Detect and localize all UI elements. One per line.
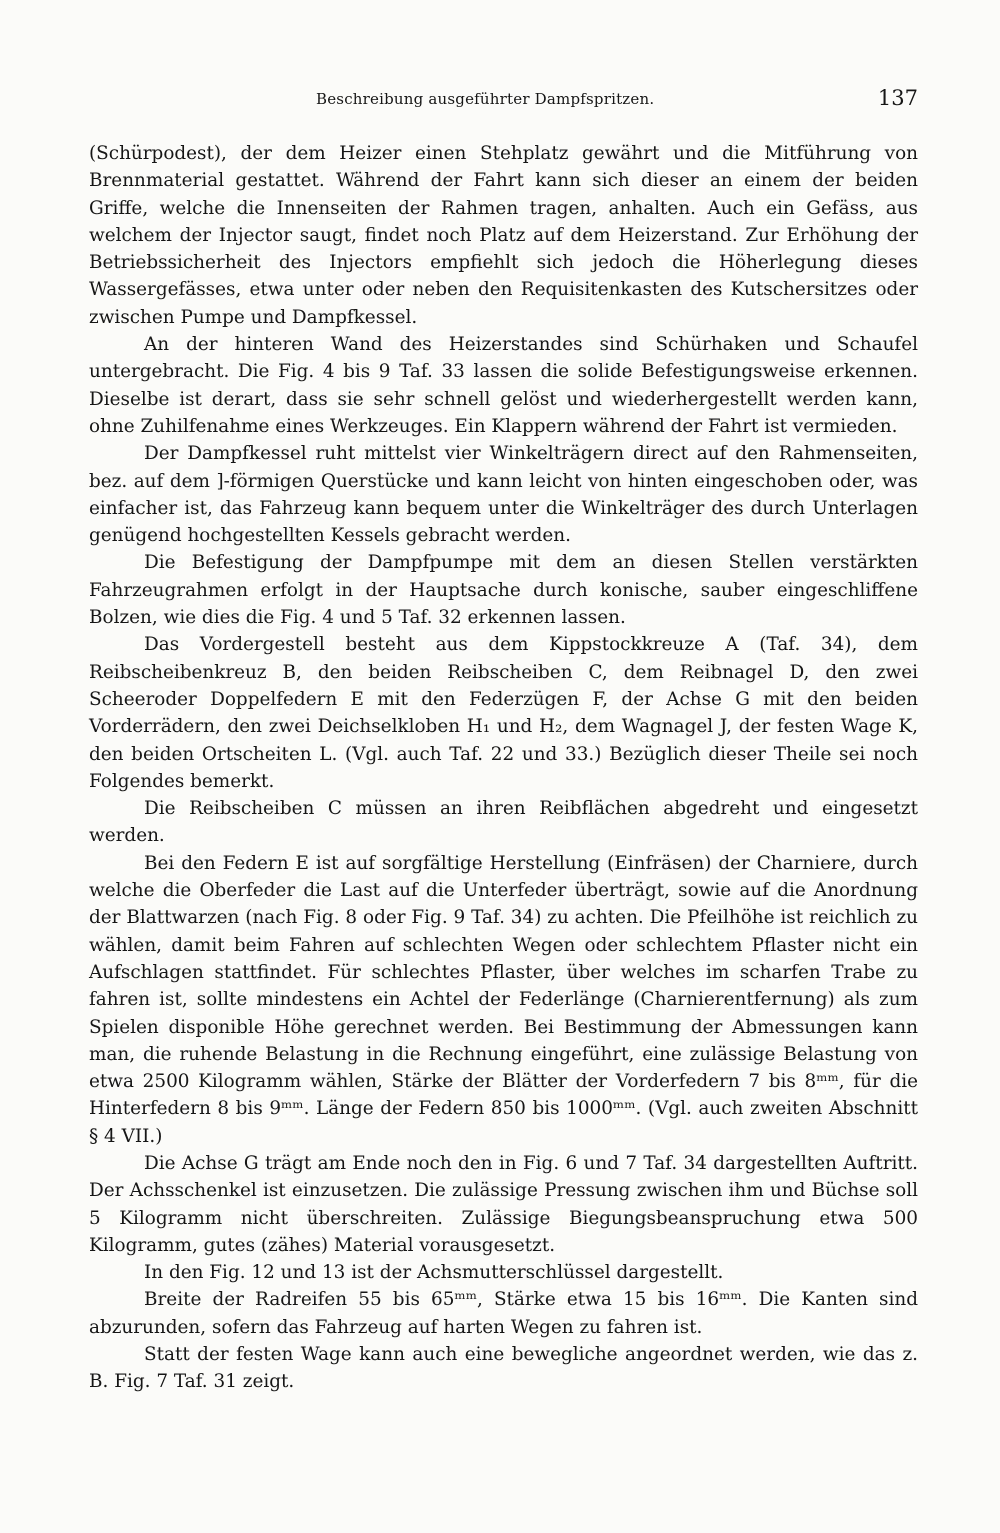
paragraph-achse: Die Achse G trägt am Ende noch den in Fig. 6 und 7 Taf. 34 dargestellten Auftritt. Der Achsschenkel ist einzusetzen. Die zulässige Pressung zwischen ihm und Büchse soll 5 Kilogramm nicht überschreiten. Zulässige Biegungsbeanspruchung etwa 500 Kilogramm, gutes (zähes) Material vorausgesetzt.: [89, 1152, 918, 1256]
paragraph-federn: Bei den Federn E ist auf sorgfältige Herstellung (Einfräsen) der Charniere, durch welche die Oberfeder die Last auf die Unterfeder überträgt, sowie auf die Anordnung der Blattwarzen (nach Fig. 8 oder Fig. 9 Taf. 34) zu achten. Die Pfeilhöhe ist reichlich zu wählen, damit beim Fahren auf schlechten Wegen oder schlechtem Pflaster nicht ein Aufschlagen stattfindet. Für schlechtes Pflaster, über welches im scharfen Trabe zu fahren ist, sollte mindestens ein Achtel der Federlänge (Charnierentfernung) als zum Spielen disponible Höhe gerechnet werden. Bei Bestimmung der Abmessungen kann man, die ruhende Belastung in die Rechnung eingeführt, eine zulässige Belastung von etwa 2500 Kilogramm wählen, Stärke der Blätter der Vorderfedern 7 bis 8ᵐᵐ, für die Hinterfedern 8 bis 9ᵐᵐ. Länge der Federn 850 bis 1000ᵐᵐ. (Vgl. auch zweiten Abschnitt § 4 VII.): [89, 852, 918, 1147]
page-number: 137: [877, 86, 918, 110]
paragraph-reibscheiben: Die Reibscheiben C müssen an ihren Reibflächen abgedreht und eingesetzt werden.: [89, 798, 918, 847]
running-head: [89, 88, 918, 116]
paragraph-heizerstand-wand: An der hinteren Wand des Heizerstandes sind Schürhaken und Schaufel untergebracht. Die Fig. 4 bis 9 Taf. 33 lassen die solide Befestigungsweise erkennen. Dieselbe ist derart, dass sie sehr schnell gelöst und wiederhergestellt werden kann, ohne Zuhilfenahme eines Werkzeuges. Ein Klappern während der Fahrt ist vermieden.: [89, 334, 918, 437]
running-head-title: Beschreibung ausgeführter Dampfspritzen.: [316, 90, 655, 108]
paragraph-achsmutterschluessel: In den Fig. 12 und 13 ist der Achsmutterschlüssel dargestellt.: [144, 1262, 724, 1284]
paragraph-vordergestell: Das Vordergestell besteht aus dem Kippstockkreuze A (Taf. 34), dem Reibscheibenkreuz B, den beiden Reibscheiben C, dem Reibnagel D, den zwei Scheeroder Doppelfedern E mit den Federzügen F, der Achse G mit den beiden Vorderrädern, den zwei Deichselkloben H₁ und H₂, dem Wagnagel J, der festen Wage K, den beiden Ortscheiten L. (Vgl. auch Taf. 22 und 33.) Bezüglich dieser Theile sei noch Folgendes bemerkt.: [89, 634, 918, 792]
paragraph-schuerpodest: (Schürpodest), der dem Heizer einen Stehplatz gewährt und die Mitführung von Brennmaterial gestattet. Während der Fahrt kann sich dieser an einem der beiden Griffe, welche die Innenseiten der Rahmen tragen, anhalten. Auch ein Gefäss, aus welchem der Injector saugt, findet noch Platz auf dem Heizerstand. Zur Erhöhung der Betriebssicherheit des Injectors empfiehlt sich jedoch die Höherlegung dieses Wassergefässes, etwa unter oder neben den Requisitenkasten des Kutschersitzes oder zwischen Pumpe und Dampfkessel.: [89, 143, 918, 328]
body-text: [89, 140, 918, 1396]
paragraph-dampfkessel: Der Dampfkessel ruht mittelst vier Winkelträgern direct auf den Rahmenseiten, bez. auf dem ]-förmigen Querstücke und kann leicht von hinten eingeschoben oder, was einfacher ist, das Fahrzeug kann bequem unter die Winkelträger des durch Unterlagen genügend hochgestellten Kessels gebracht werden.: [89, 443, 918, 547]
paragraph-dampfpumpe: Die Befestigung der Dampfpumpe mit dem an diesen Stellen verstärkten Fahrzeugrahmen erfolgt in der Hauptsache durch konische, sauber eingeschliffene Bolzen, wie dies die Fig. 4 und 5 Taf. 32 erkennen lassen.: [89, 552, 918, 629]
paragraph-radreifen: Breite der Radreifen 55 bis 65ᵐᵐ, Stärke etwa 15 bis 16ᵐᵐ. Die Kanten sind abzurunden, sofern das Fahrzeug auf harten Wegen zu fahren ist.: [89, 1289, 918, 1338]
paragraph-wage: Statt der festen Wage kann auch eine bewegliche angeordnet werden, wie das z. B. Fig. 7 Taf. 31 zeigt.: [89, 1344, 918, 1393]
